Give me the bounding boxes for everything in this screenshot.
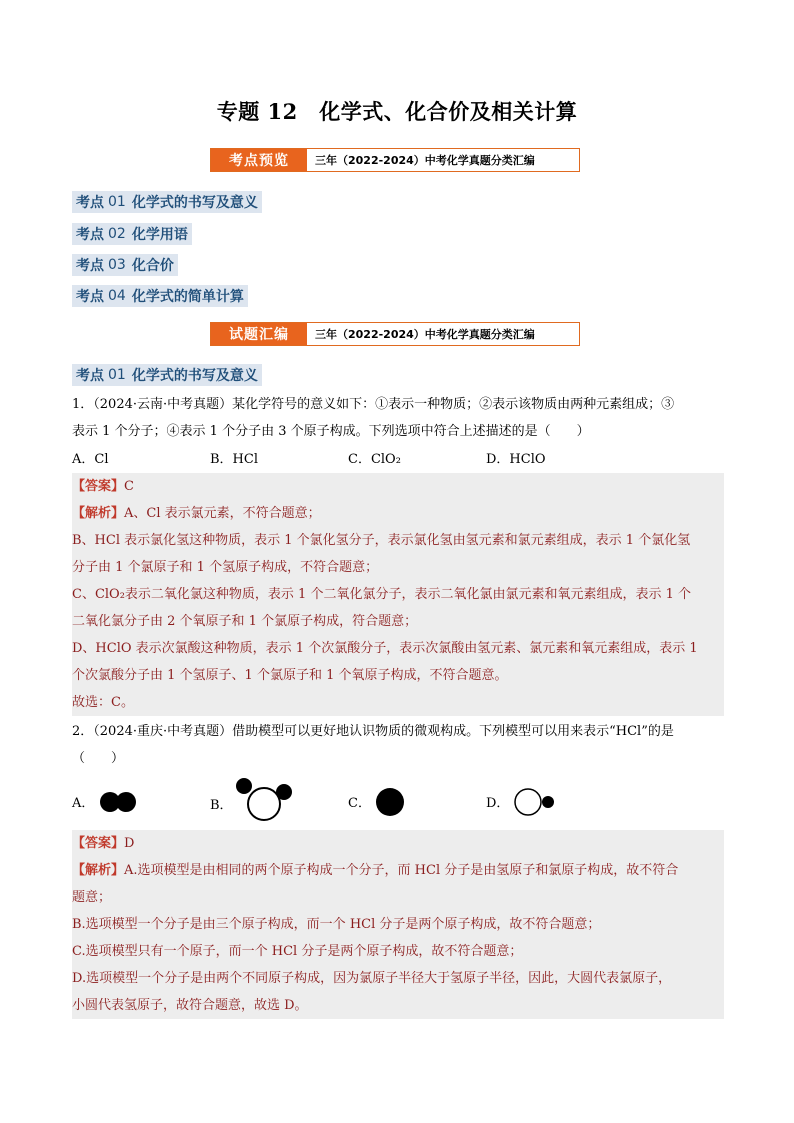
toc-item-01[interactable] (72, 191, 262, 213)
banner-tag: 考点预览 (211, 149, 307, 171)
analysis-text: B、HCl 表示氯化氢这种物质，表示 1 个氯化氢分子，表示氯化氢由氢元素和氯元素组成，表示 1 个氯化氢 (72, 533, 691, 548)
toc-item-04[interactable] (72, 285, 248, 307)
toc-num: 02 (108, 226, 126, 242)
option-a-model[interactable] (72, 780, 152, 824)
molecule-model-b-icon (234, 772, 304, 824)
molecule-model-c-icon (370, 780, 410, 824)
analysis-text: 故选：C。 (72, 695, 134, 710)
analysis-label: 【解析】 (72, 506, 125, 521)
section-heading (72, 364, 262, 386)
question-1 (72, 391, 732, 445)
exercises-banner (210, 322, 580, 346)
analysis-text: C、ClO₂表示二氧化氯这种物质，表示 1 个二氧化氯分子，表示二氧化氯由氯元素和氧元素组成，表示 1 个 (72, 587, 691, 602)
option-d: D． (486, 796, 510, 811)
option-b: B． (210, 798, 233, 813)
question-line: 1．（2024·云南·中考真题）某化学符号的意义如下：①表示一种物质；②表示该物质由两种元素组成；③ (72, 397, 675, 412)
analysis-text: 二氧化氯分子由 2 个氧原子和 1 个氯原子构成，符合题意； (72, 614, 418, 629)
option-a: A． (72, 796, 95, 811)
banner-subtitle: 三年（2022-2024）中考化学真题分类汇编 (315, 154, 535, 167)
section-prefix: 考点 (76, 368, 104, 384)
answer-label: 【答案】 (72, 479, 125, 494)
toc-text: 化合价 (131, 258, 174, 274)
analysis-text: 题意； (72, 890, 112, 905)
analysis-text: A.选项模型是由相同的两个原子构成一个分子，而 HCl 分子是由氢原子和氯原子构成，故不符合 (124, 863, 679, 878)
analysis-line (72, 857, 724, 884)
answer-line (72, 830, 724, 857)
answer-line (72, 473, 724, 500)
banner-subtitle: 三年（2022-2024）中考化学真题分类汇编 (315, 328, 535, 341)
analysis-text: B.选项模型一个分子是由三个原子构成，而一个 HCl 分子是两个原子构成，故不符合题意； (72, 917, 601, 932)
section-text: 化学式的书写及意义 (131, 368, 258, 384)
toc-item-02[interactable] (72, 223, 192, 245)
molecule-model-d-icon (510, 780, 560, 824)
section-num: 01 (108, 367, 126, 383)
analysis-text: 个次氯酸分子由 1 个氢原子、1 个氯原子和 1 个氧原子构成，不符合题意。 (72, 668, 508, 683)
option-c[interactable]: C．ClO₂ (348, 452, 401, 467)
banner-tag: 试题汇编 (211, 323, 307, 345)
analysis-text: 分子由 1 个氯原子和 1 个氢原子构成，不符合题意； (72, 560, 379, 575)
option-c-model[interactable] (348, 780, 428, 824)
molecule-model-a-icon (96, 780, 146, 824)
option-d-model[interactable] (486, 780, 576, 824)
toc-prefix: 考点 (76, 289, 104, 305)
toc-prefix: 考点 (76, 195, 104, 211)
analysis-text: D.选项模型一个分子是由两个不同原子构成，因为氯原子半径大于氢原子半径，因此，大圆代表氯原子， (72, 971, 672, 986)
page-title: 专题 12 化学式、化合价及相关计算 (216, 99, 578, 124)
option-b[interactable]: B．HCl (210, 452, 258, 467)
analysis-text: A、Cl 表示氯元素，不符合题意； (124, 506, 321, 521)
option-a[interactable]: A．Cl (72, 452, 109, 467)
analysis-text: D、HClO 表示次氯酸这种物质，表示 1 个次氯酸分子，表示次氯酸由氢元素、氯元素和氧元素组成，表示 1 (72, 641, 698, 656)
question-line: （ ） (72, 751, 125, 766)
option-b-model[interactable] (210, 772, 310, 824)
toc-num: 04 (108, 288, 126, 304)
toc-text: 化学式的简单计算 (131, 289, 244, 305)
answer-value: C (124, 479, 134, 494)
answer-label: 【答案】 (72, 836, 125, 851)
question-1-answer-block (72, 473, 724, 716)
analysis-line (72, 500, 724, 527)
analysis-text: 小圆代表氢原子，故符合题意，故选 D。 (72, 998, 308, 1013)
preview-banner (210, 148, 580, 172)
toc-num: 03 (108, 257, 126, 273)
toc-num: 01 (108, 194, 126, 210)
question-line: 2．（2024·重庆·中考真题）借助模型可以更好地认识物质的微观构成。下列模型可以用来表示“HCl”的是 (72, 724, 674, 739)
toc-item-03[interactable] (72, 254, 178, 276)
toc-text: 化学式的书写及意义 (131, 195, 258, 211)
toc-prefix: 考点 (76, 227, 104, 243)
question-line: 表示 1 个分子；④表示 1 个分子由 3 个原子构成。下列选项中符合上述描述的是（ ） (72, 424, 590, 439)
question-1-options (72, 446, 732, 473)
analysis-text: C.选项模型只有一个原子，而一个 HCl 分子是两个原子构成，故不符合题意； (72, 944, 523, 959)
option-c: C． (348, 796, 371, 811)
question-2 (72, 718, 732, 772)
question-2-answer-block (72, 830, 724, 1019)
answer-value: D (124, 836, 135, 851)
toc-text: 化学用语 (131, 227, 188, 243)
toc-prefix: 考点 (76, 258, 104, 274)
analysis-label: 【解析】 (72, 863, 125, 878)
option-d[interactable]: D．HClO (486, 452, 546, 467)
